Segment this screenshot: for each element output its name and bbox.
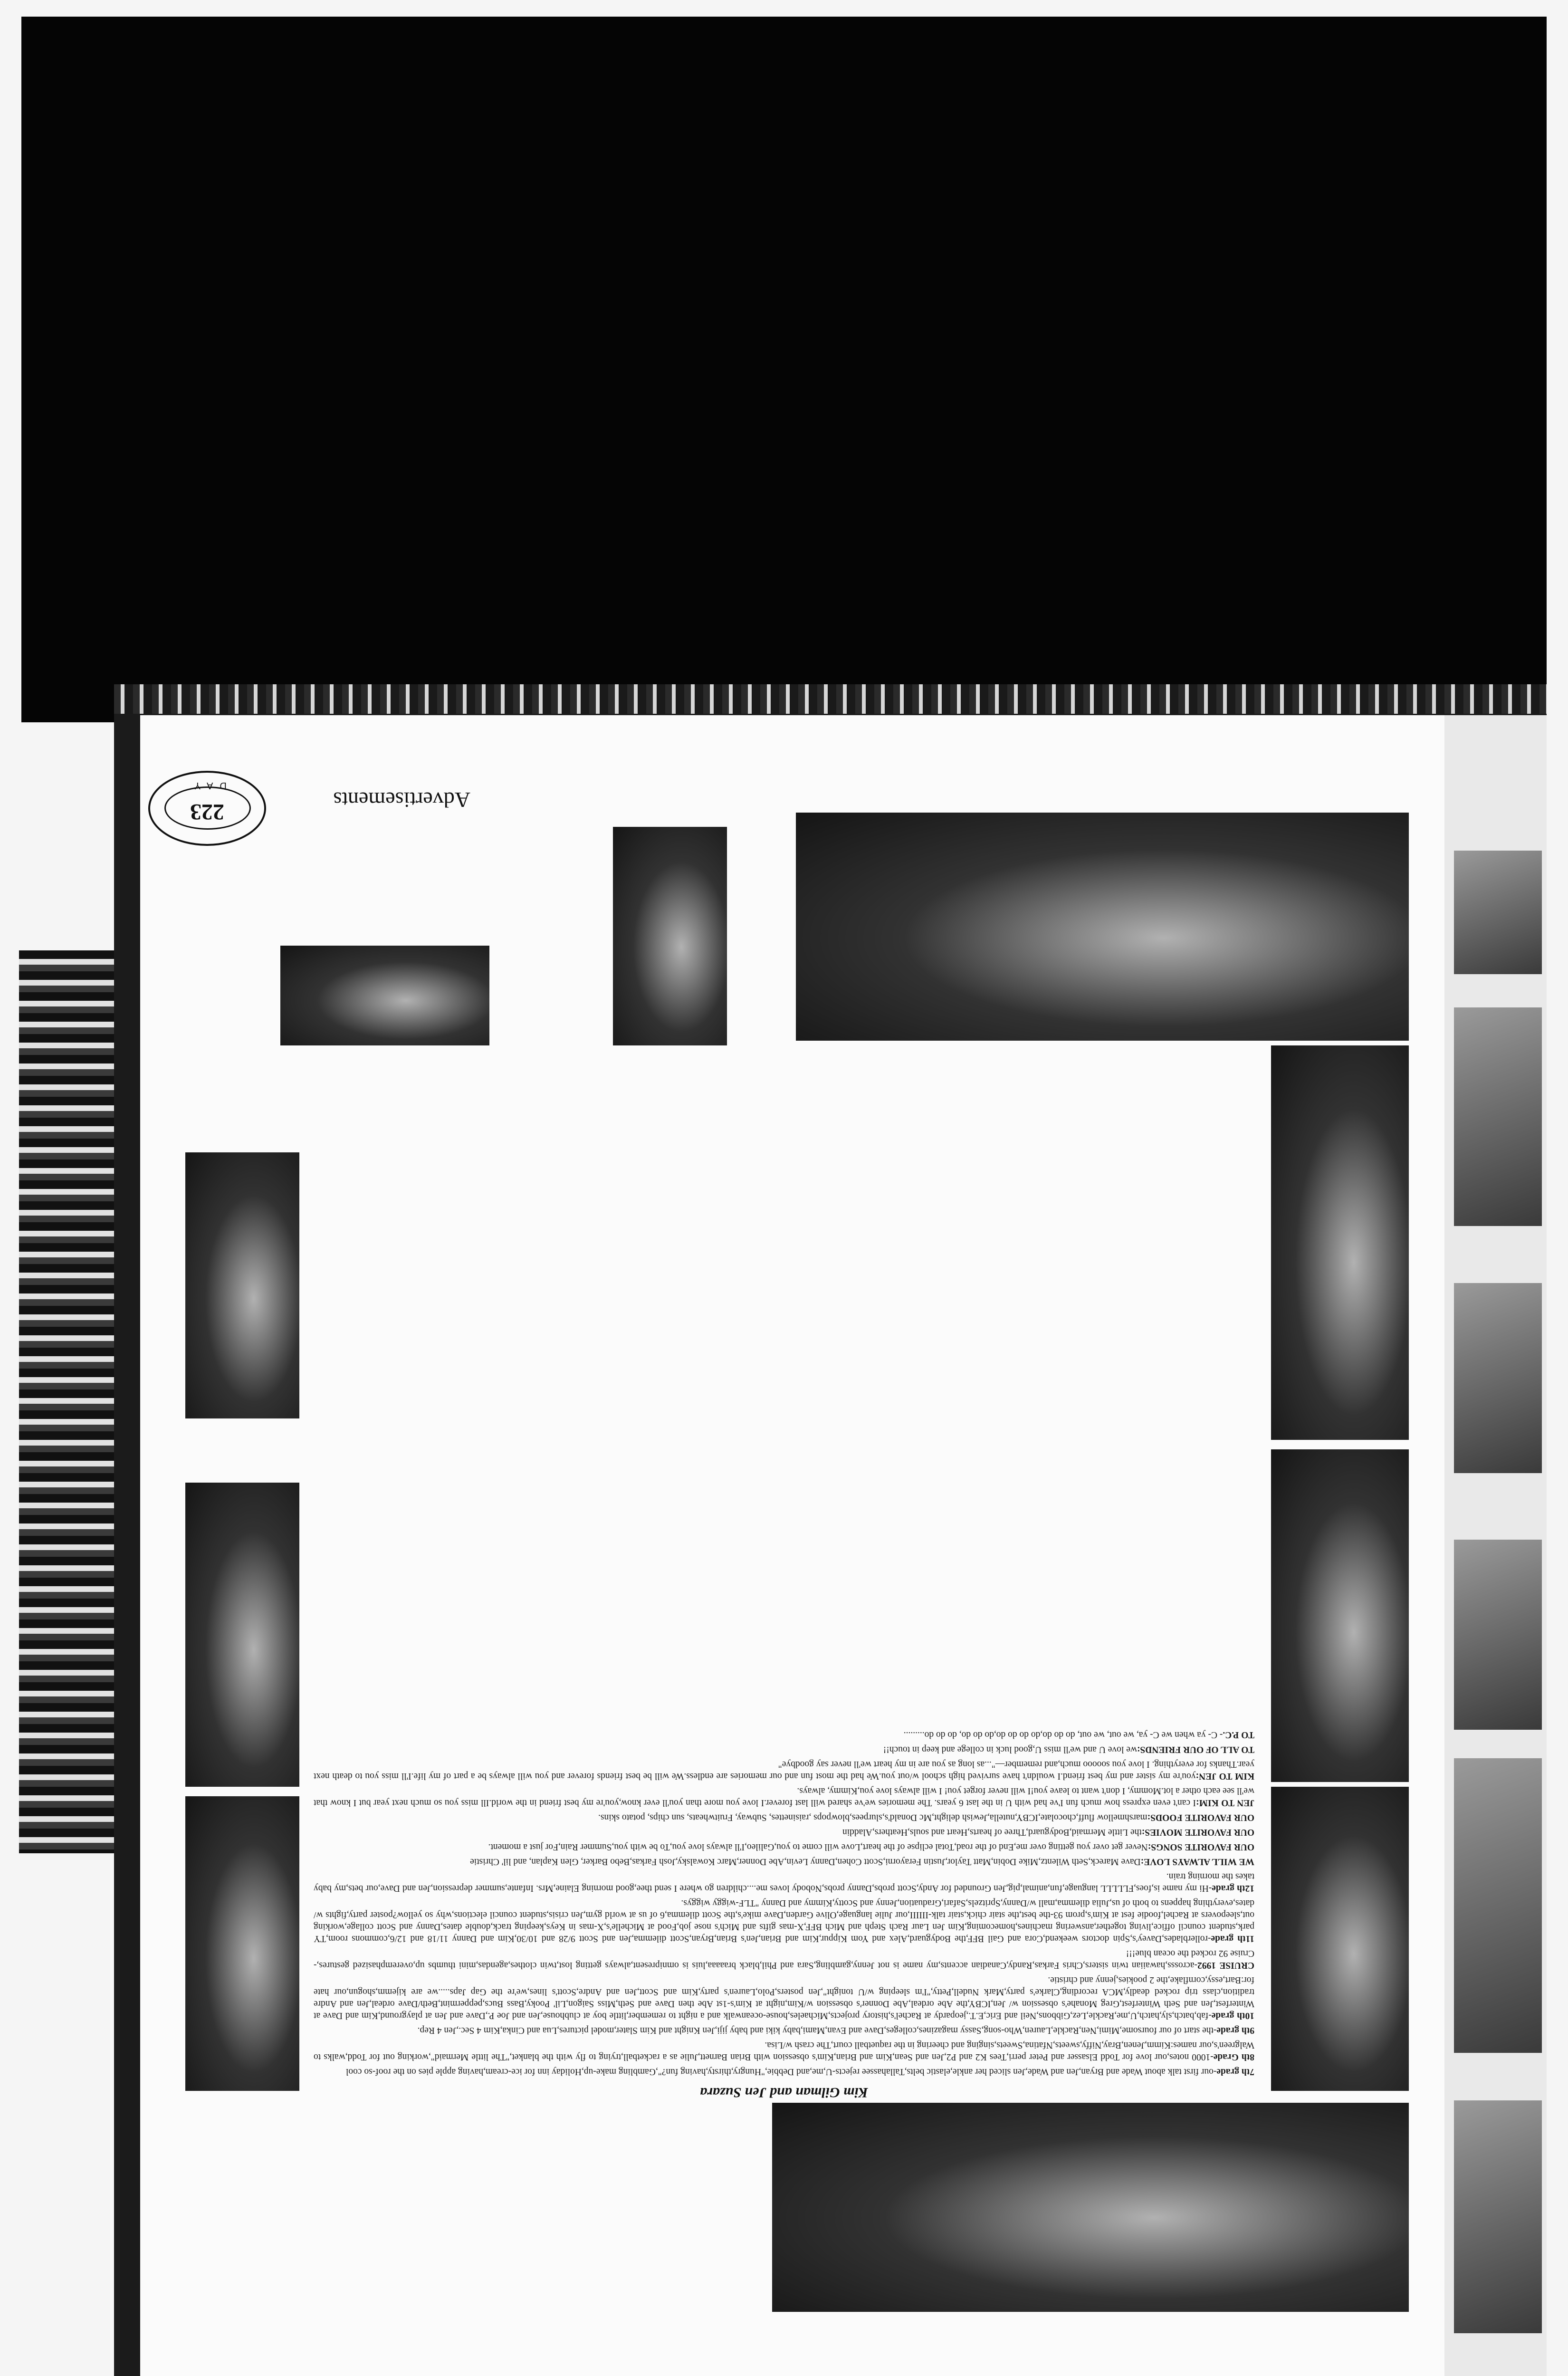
facing-page-photo [1454,2100,1542,2333]
paragraph-text: marshmellow fluff,chocolate,ICBY,nutella,Jewish delight,Mc Donald's,slurpees,blowpops ,raisinettes, Subway, Fruitwheats, sun chips, potato skins. [598,1812,1147,1822]
book-edge [114,684,1547,714]
facing-page-photo [1454,1283,1542,1473]
article-paragraph [314,1947,1254,1971]
paragraph-text: -acrosss,hawaiian twin sisters,Chris Farkas,Randy,Canadian accents,my name is not Jenny,gambling,Sara and Phil,black braaaaa,luis is omnipresent,always getting lost,twin clothes,agendas,mini thumbs up,overemphasized gestures,-Cruise 92 rocked the ocean blue!!! [313,1948,1254,1970]
article-title: Kim Gilman and Jen Suzara [700,2085,868,2100]
article-paragraph [314,1870,1254,1894]
paragraph-text: -1000 notes,our love for Todd Elsasser and Peter perri,Tees K2 and P2,Jen and Sean,Kim and Brian,Kim's obsession with Brian Barnett,Julie as a racketball,trying to fly with the blanket,"The little Mermaid",working out for Todd,walks to Walgreen's,our names:Kimm,Jenen,Bray,Niffy,sweets,Nfatina,Sweets,singing and cheering in the raquetball court,The crash w/Lisa. [314,2040,1254,2062]
facing-page-photo [1454,1540,1542,1730]
article-paragraph [314,2024,1254,2036]
paragraph-text: -rollerblades,Davey's,Spin doctors weekend,Cora and Gail BFF,the Bodyguard,Alex and Yom Kippur,Kim and Brian,Jen's Brian,Bryan,Scott dilemma,Jen and Scott 9/28 and 10/30,Kim and Danny 11/18 and 12/6,commons room,TY park,student council office,living together,answering machines,homecoming,Kim Jen Laur Rach Steph and Mich BFF,X-mas gifts and Mich's nose job,Food at Michelle's,X-mas in Keys,keeping track,double dates,Danny and Scott collage,working out,sleepovers at Rachel,foodie fest at Kim's,prom 93-the best,the stair chick,stair talk-IIIIII,our Julie language,Olive Garden,Dave mike's,the Scott dilemma,6 of us at world gym,Jen crisis,student council elections,why so yellow?poster party,fights w/ dates,everything happens to both of us,Julia dilemma,mall w/Danny,Spritzels,Safari,Graduation,Jenny and Scotty,Kimmy and Danny "TLF-wiggy wiggys. [314,1898,1254,1944]
section-label: Advertisements [333,788,470,812]
paragraph-text: Never get over you getting over me,End of the road,Total eclipse of the heart,Love will come to you,Galileo,I'll always love you,To be with you,Summer Rain,For just a moment. [488,1842,1148,1852]
paragraph-lead: 9th grade [1216,2025,1254,2035]
paragraph-lead: WE WILL ALWAYS LOVE: [1140,1857,1254,1867]
paragraph-text: you're my sister and my best friend.I wouldn't have survived high school w/out you.We had the most fun and our memories are endless.We will be best friends forever and you will always be a part of my life.I'll miss you to death next year.Thanks for everything. I love you sooooo much,and remember—"...as long as you are in my heart we'll never say goodbye" [314,1759,1254,1781]
facing-page-photo [1454,1758,1542,2053]
article-paragraph [314,1785,1254,1809]
paragraph-text: we love U and we'll miss U,good luck in college and keep in touch!! [883,1744,1137,1754]
paragraph-text: -our first talk about Wade and Bryan,Jen and Wade,Jen sliced her ankle,elastic belts,Tallahassee rejects-U,me,and Debbie,"Hungry,thirsty,having fun?",Gambling make-up,Holiday inn for ice-cream,having apple pies on the roof-so cool [345,2067,1217,2077]
article-paragraph [314,1811,1254,1823]
article-frame [140,715,1444,2376]
article-paragraph [314,1974,1254,2022]
page-footer [143,741,470,846]
paragraph-lead: TO ALL OF OUR FRIENDS: [1137,1744,1254,1754]
article-paragraph [314,2039,1254,2063]
paragraph-lead: 7th grade [1216,2067,1254,2077]
paragraph-lead: KIM TO JEN: [1195,1771,1254,1781]
paragraph-lead: JEN TO KIM: [1196,1798,1254,1808]
paragraph-lead: TO P.C. [1223,1730,1254,1740]
paragraph-lead: 12th grade [1212,1883,1254,1893]
article-body [314,1050,1254,2100]
paragraph-lead: OUR FAVORITE FOODS: [1147,1812,1254,1822]
paragraph-text: the Little Mermaid,Bodyguard,Three of hearts,Heart and souls,Heathers,Aladdin [842,1827,1142,1837]
facing-page-photo [1454,1007,1542,1226]
paragraph-text: - C- ya when we C- ya, we out, we out, do do do,do do do do,do do do, do do do......... [903,1730,1223,1740]
article-paragraph [314,2066,1254,2078]
paragraph-lead: 8th Grade [1213,2052,1254,2062]
paragraph-text: -fab,batch,sly,hatch,U,me,Rackle,Lez,Gibbons,Neil and Eric,E.T.,jeopardy at Rachel's,history projects,Michaeles,house-oceanwalk and a night to remember,little boy at clubhouse,Jen and Joe P.,Dave and Jen at playground,Kim and Dave at Winterfest,Jen and Seth Winterfest,Greg Monahe's obsession w/ Jen,ICBY,the Abe ordeal,Abe Donner's obsession w/Kim,night at Kim's-1st Abe then Dave and Seth,Miss Saigon,Lil' Pooky,Bass Bucs,peppermint,Beth/Dave ordeal,Jen and Andre tradition,class trip rocked deadly,MCA recording,Clarke's party,Mark Nudell,Petty,"I'm sleeping w/U tonight",Jen posters,Polo,Lauren's party,Kim and Scott,Jen and Andre,Scott's lines,we're the Gap Japs.....we are kijemm,shogun,our hate for:Bart,essy,cornflake,the 2 pookies,jenny and christie. [314,1975,1254,2021]
article-paragraph [314,1758,1254,1782]
paragraph-text: -the start of our foursome,Mimi,Nen,Rackle,Lauren,Who-song,Sassy magazines,colleges,Dave and Evan,Mami,baby kiki and baby jiji,Jen Knight and Kim Slater,model pictures,Lua and Cinka,Kim 4 Sec.,Jen 4 Rep. [417,2025,1217,2035]
article-paragraph [314,1897,1254,1945]
paragraph-text: -Hi my name is,foes,FLLLLL language,fun,animal,pig,Jen Grounded for Andy,Scott probs,Danny probs,Nobody loves me....children go where I send thee,good morning Elaine,Mrs. Infante,summer depression,Jen and Dave,our bets,my baby takes the morning train. [314,1871,1254,1893]
paragraph-lead: CRUISE 1992 [1197,1960,1254,1970]
article-paragraph [314,1729,1254,1741]
day-word: DAY [188,780,227,791]
article-paragraphs [314,1729,1254,2078]
paragraph-text: I can't even express how much fun I've had with U in the last 6 years. The memories we've shared will last forever.I love you more than you'll ever know,you're my best friend in the world.Ill miss you so much next year but I know that we'll see each other a lot.Mommy, I don't want to leave you!I will never forget you! I will always love you,Kimmy, always. [314,1786,1254,1808]
article-paragraph [314,1826,1254,1838]
article-paragraph [314,1744,1254,1755]
paragraph-lead: 10th grade [1211,2011,1254,2021]
facing-page-photo [1454,851,1542,974]
scan-background [21,17,1547,722]
article-paragraph [314,1856,1254,1868]
paragraph-text: Dave Mareck,Seth Wilentz,Mike Dobin,Matt Taylor,Justin Ferayorni,Scott Cohen,Danny Levin,Abe Donner,Marc Kowalsky,Josh Farkas,Bebo Barker, Glen Kaplan, and lil' Christie [470,1857,1141,1867]
paragraph-lead: OUR FAVORITE SONGS: [1147,1842,1254,1852]
scanner-artifact [19,950,114,1853]
yearbook-page [140,715,1444,2376]
day-badge [148,771,266,846]
paragraph-lead: OUR FAVORITE MOVIES: [1141,1827,1254,1837]
page-number: 223 [190,799,224,824]
article-paragraph [314,1841,1254,1853]
paragraph-lead: 11th grade [1211,1934,1254,1944]
